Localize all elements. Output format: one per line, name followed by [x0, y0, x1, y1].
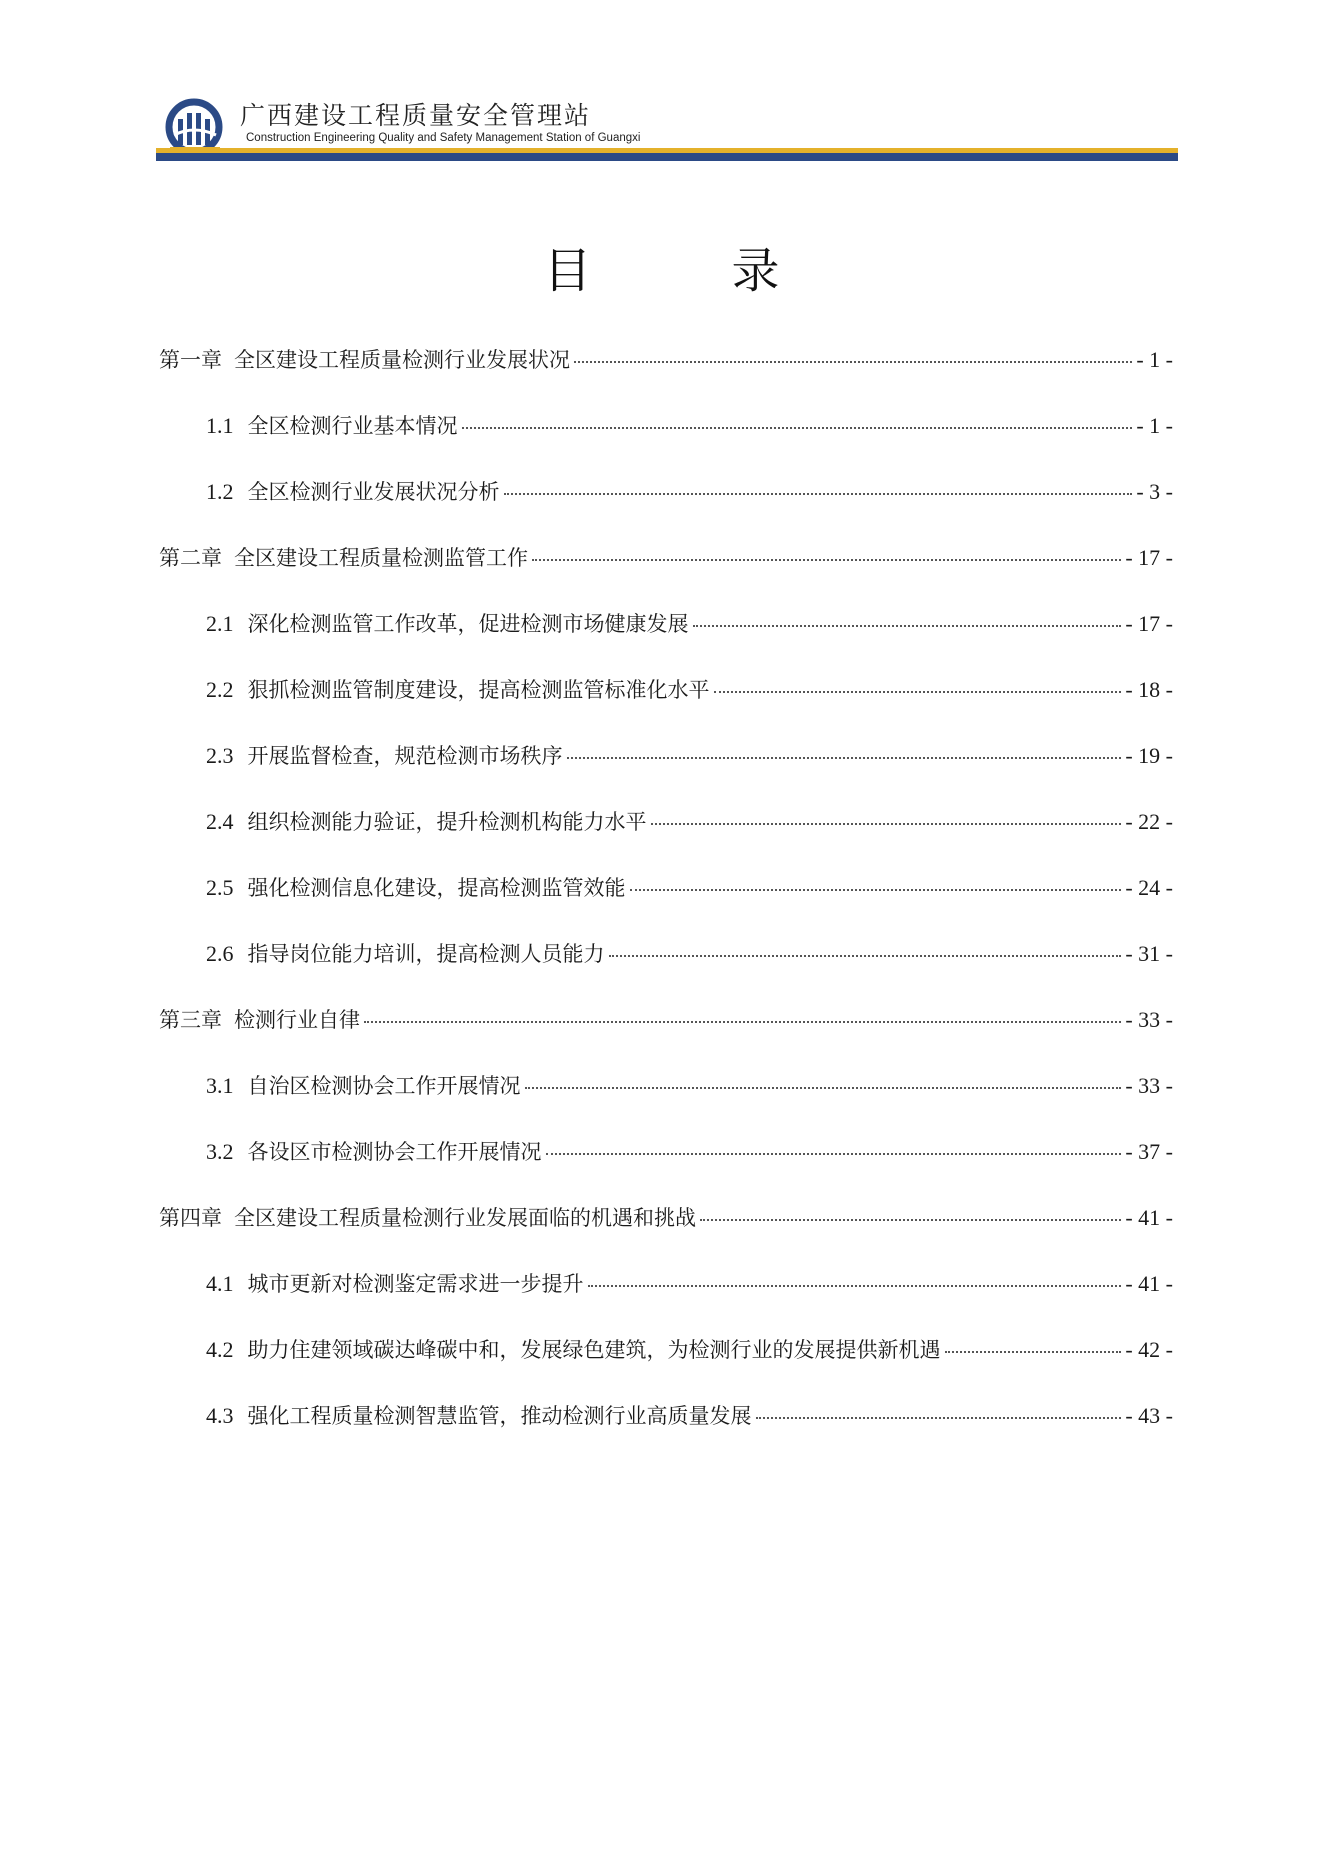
toc-page-number: - 33 -	[1125, 1073, 1173, 1098]
toc-entry-number: 2.5	[206, 875, 234, 900]
toc-entry-title: 组织检测能力验证，提升检测机构能力水平	[247, 810, 647, 834]
toc-entry-title: 全区建设工程质量检测行业发展状况	[234, 348, 570, 372]
toc-entry-title: 各设区市检测协会工作开展情况	[247, 1140, 542, 1164]
toc-entry-title: 强化工程质量检测智慧监管，推动检测行业高质量发展	[247, 1404, 752, 1428]
toc-entry-number: 3.1	[206, 1073, 234, 1098]
toc-page-number: - 41 -	[1125, 1271, 1173, 1296]
toc-section-entry[interactable]	[159, 675, 1173, 741]
toc-entry-number: 2.3	[206, 743, 234, 768]
toc-dot-leader	[630, 889, 1122, 891]
toc-dot-leader	[609, 955, 1122, 957]
toc-section-entry[interactable]	[159, 1401, 1173, 1467]
toc-section-entry[interactable]	[159, 1269, 1173, 1335]
toc-dot-leader	[693, 625, 1122, 627]
toc-page-number: - 41 -	[1125, 1205, 1173, 1230]
toc-entry-number: 第一章	[159, 348, 222, 372]
toc-entry-title: 城市更新对检测鉴定需求进一步提升	[247, 1272, 584, 1296]
toc-entry-number: 2.1	[206, 611, 234, 636]
toc-entry-number: 2.4	[206, 809, 234, 834]
toc-entry-title: 全区检测行业基本情况	[247, 414, 458, 438]
toc-entry-title: 检测行业自律	[234, 1008, 360, 1032]
toc-chapter-entry[interactable]	[159, 1203, 1173, 1269]
toc-entry-number: 1.1	[206, 413, 234, 438]
toc-page-number: - 19 -	[1125, 743, 1173, 768]
toc-page-number: - 43 -	[1125, 1403, 1173, 1428]
toc-page-number: - 24 -	[1125, 875, 1173, 900]
toc-entry-number: 4.1	[206, 1271, 234, 1296]
toc-entry-title: 狠抓检测监管制度建设，提高检测监管标准化水平	[247, 678, 710, 702]
toc-page-number: - 37 -	[1125, 1139, 1173, 1164]
organization-name-cn: 广西建设工程质量安全管理站	[240, 101, 592, 130]
toc-entry-title: 全区检测行业发展状况分析	[247, 480, 500, 504]
toc-dot-leader	[504, 493, 1133, 495]
toc-entry-number: 3.2	[206, 1139, 234, 1164]
header-rule-navy	[156, 153, 1178, 161]
toc-section-entry[interactable]	[159, 1137, 1173, 1203]
toc-section-entry[interactable]	[159, 741, 1173, 807]
toc-entry-title: 强化检测信息化建设，提高检测监管效能	[247, 876, 626, 900]
toc-entry-number: 4.3	[206, 1403, 234, 1428]
toc-dot-leader	[546, 1153, 1122, 1155]
toc-chapter-entry[interactable]	[159, 1005, 1173, 1071]
toc-dot-leader	[364, 1021, 1121, 1023]
gxjz-logo-icon	[164, 95, 228, 155]
table-of-contents	[159, 345, 1173, 1467]
toc-page-number: - 22 -	[1125, 809, 1173, 834]
toc-dot-leader	[525, 1087, 1122, 1089]
toc-entry-number: 1.2	[206, 479, 234, 504]
toc-entry-title: 助力住建领域碳达峰碳中和，发展绿色建筑，为检测行业的发展提供新机遇	[247, 1338, 941, 1362]
toc-dot-leader	[700, 1219, 1121, 1221]
toc-page-number: - 1 -	[1136, 347, 1173, 372]
toc-section-entry[interactable]	[159, 807, 1173, 873]
toc-dot-leader	[462, 427, 1133, 429]
toc-chapter-entry[interactable]	[159, 345, 1173, 411]
page-header	[156, 92, 1178, 167]
toc-dot-leader	[588, 1285, 1122, 1287]
toc-entry-number: 第四章	[159, 1206, 222, 1230]
toc-section-entry[interactable]	[159, 477, 1173, 543]
toc-page-number: - 17 -	[1125, 611, 1173, 636]
toc-section-entry[interactable]	[159, 609, 1173, 675]
toc-page-number: - 31 -	[1125, 941, 1173, 966]
toc-section-entry[interactable]	[159, 411, 1173, 477]
toc-entry-number: 第二章	[159, 546, 222, 570]
toc-section-entry[interactable]	[159, 873, 1173, 939]
toc-dot-leader	[651, 823, 1122, 825]
toc-section-entry[interactable]	[159, 1071, 1173, 1137]
toc-dot-leader	[574, 361, 1132, 363]
toc-entry-number: 2.2	[206, 677, 234, 702]
toc-dot-leader	[532, 559, 1121, 561]
toc-dot-leader	[945, 1351, 1122, 1353]
toc-section-entry[interactable]	[159, 1335, 1173, 1401]
toc-entry-number: 2.6	[206, 941, 234, 966]
toc-entry-title: 开展监督检查，规范检测市场秩序	[247, 744, 563, 768]
toc-page-number: - 18 -	[1125, 677, 1173, 702]
toc-entry-title: 指导岗位能力培训，提高检测人员能力	[247, 942, 605, 966]
toc-page-number: - 17 -	[1125, 545, 1173, 570]
toc-entry-title: 全区建设工程质量检测监管工作	[234, 546, 528, 570]
toc-dot-leader	[567, 757, 1122, 759]
organization-name-en: Construction Engineering Quality and Safety Management Station of Guangxi	[246, 132, 641, 144]
toc-entry-title: 深化检测监管工作改革，促进检测市场健康发展	[247, 612, 689, 636]
toc-entry-number: 第三章	[159, 1008, 222, 1032]
toc-dot-leader	[714, 691, 1122, 693]
toc-section-entry[interactable]	[159, 939, 1173, 1005]
toc-entry-title: 全区建设工程质量检测行业发展面临的机遇和挑战	[234, 1206, 696, 1230]
toc-page-number: - 42 -	[1125, 1337, 1173, 1362]
toc-entry-title: 自治区检测协会工作开展情况	[247, 1074, 521, 1098]
page-title: 目 录	[543, 243, 826, 299]
toc-dot-leader	[756, 1417, 1122, 1419]
toc-chapter-entry[interactable]	[159, 543, 1173, 609]
toc-page-number: - 33 -	[1125, 1007, 1173, 1032]
toc-page-number: - 1 -	[1136, 413, 1173, 438]
toc-page-number: - 3 -	[1136, 479, 1173, 504]
toc-entry-number: 4.2	[206, 1337, 234, 1362]
